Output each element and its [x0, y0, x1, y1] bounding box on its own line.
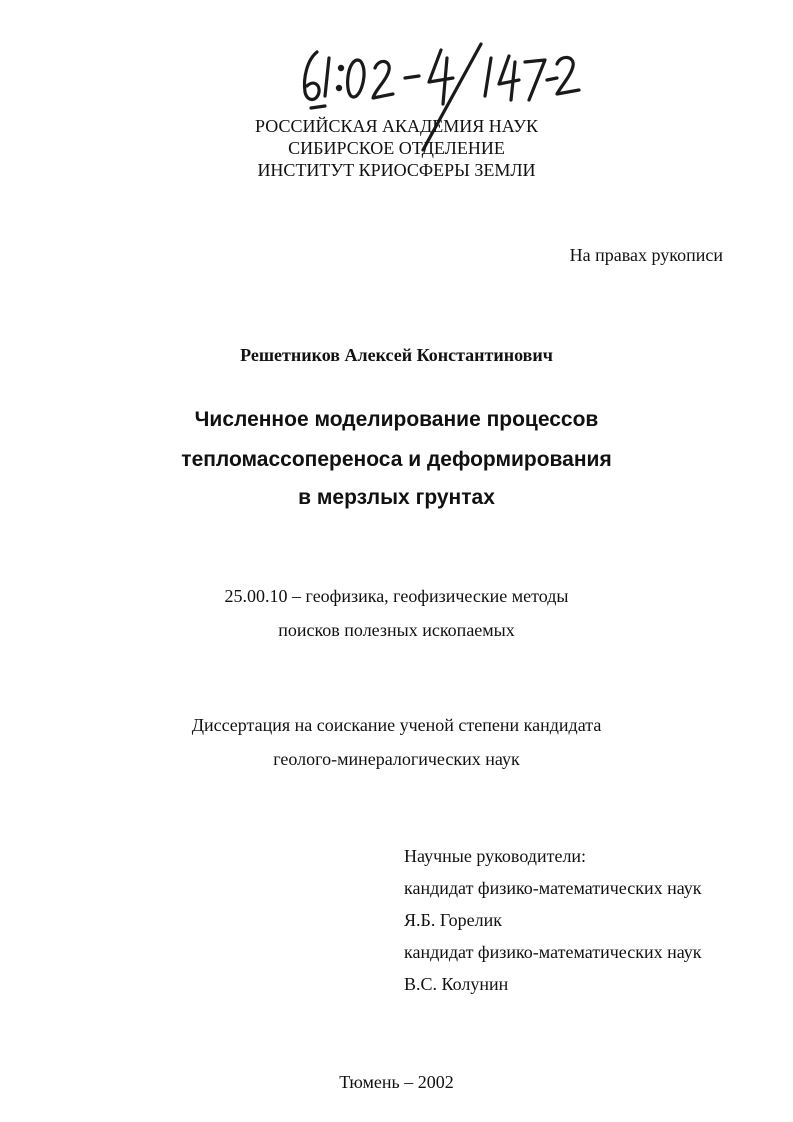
institution-line-academy: РОССИЙСКАЯ АКАДЕМИЯ НАУК [255, 116, 538, 136]
thesis-title-line-2: тепломассопереноса и деформирования [181, 448, 612, 471]
supervisors-heading: Научные руководители: [404, 846, 587, 866]
degree-line-2: геолого-минералогических наук [273, 749, 520, 769]
supervisor-1-name: Я.Б. Горелик [404, 910, 503, 930]
author-name: Решетников Алексей Константинович [240, 345, 553, 365]
thesis-title-line-3: в мерзлых грунтах [298, 486, 495, 509]
specialty-line-1: 25.00.10 – геофизика, геофизические методы [224, 586, 569, 606]
degree-line-1: Диссертация на соискание ученой степени кандидата [191, 715, 602, 735]
specialty-line-2: поисков полезных ископаемых [278, 620, 515, 640]
manuscript-note: На правах рукописи [569, 245, 723, 265]
thesis-title-line-1: Численное моделирование процессов [194, 408, 599, 431]
institution-line-institute: ИНСТИТУТ КРИОСФЕРЫ ЗЕМЛИ [257, 160, 536, 180]
institution-line-branch: СИБИРСКОЕ ОТДЕЛЕНИЕ [288, 138, 505, 158]
place-and-year: Тюмень – 2002 [339, 1072, 454, 1092]
supervisor-1-degree: кандидат физико-математических наук [404, 878, 702, 898]
supervisor-2-name: В.С. Колунин [404, 974, 509, 994]
supervisor-2-degree: кандидат физико-математических наук [404, 942, 702, 962]
